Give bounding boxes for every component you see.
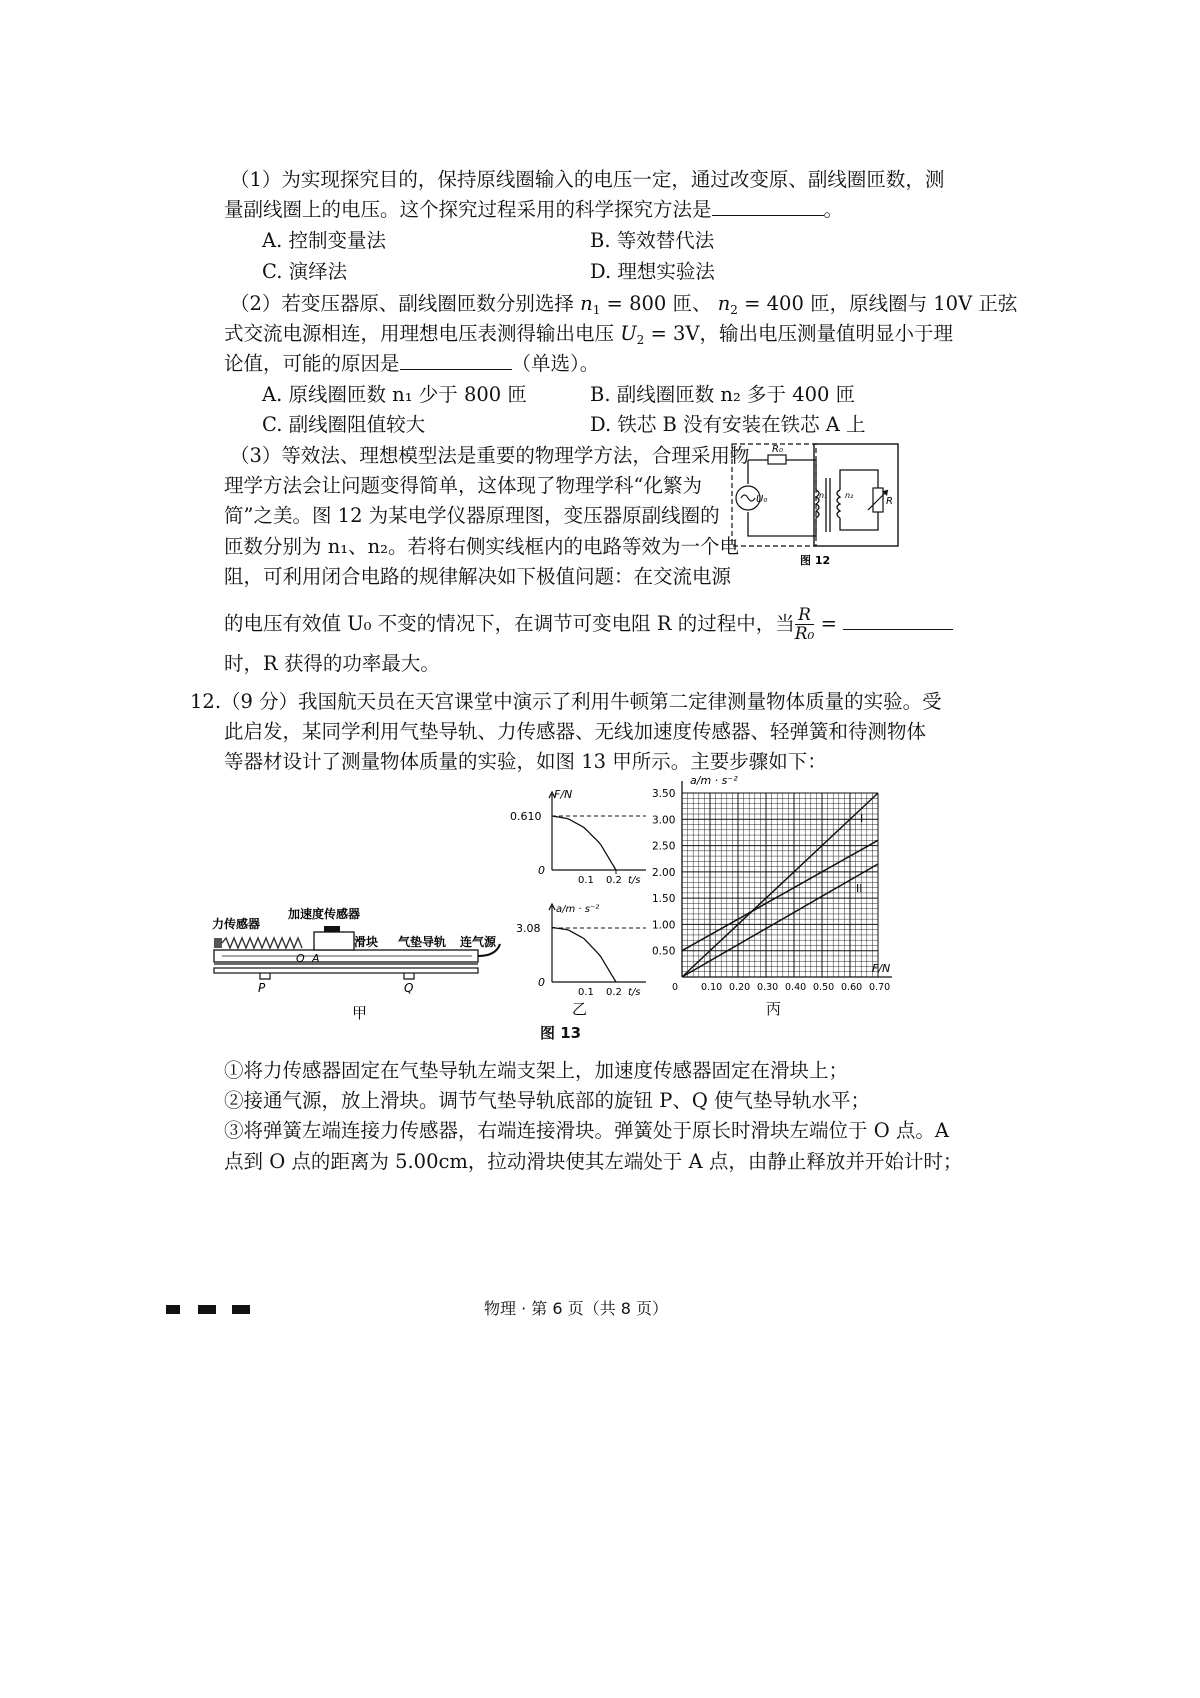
footer-mark bbox=[198, 1305, 216, 1314]
q12-step3a: ③将弹簧左端连接力传感器，右端连接滑块。弹簧处于原长时滑块左端位于 O 点。A bbox=[224, 1119, 949, 1142]
q11-p3-line4: 匝数分别为 n₁、n₂。若将右侧实线框内的电路等效为一个电 bbox=[224, 535, 739, 558]
x-tick-label: 0.40 bbox=[785, 982, 807, 993]
option-b: B. 等效替代法 bbox=[590, 229, 715, 252]
bing-series-1 bbox=[682, 793, 878, 977]
figure-12-caption: 图 12 bbox=[800, 554, 831, 567]
yi-bottom-ylabel: a/m · s⁻² bbox=[556, 904, 600, 915]
label-jia: 甲 bbox=[352, 1004, 368, 1022]
label-bing: 丙 bbox=[766, 1000, 782, 1018]
q11-p3-line5: 阻，可利用闭合电路的规律解决如下极值问题：在交流电源 bbox=[224, 565, 732, 588]
option-c: C. 演绎法 bbox=[262, 260, 348, 283]
option-a: A. 原线圈匝数 n₁ 少于 800 匝 bbox=[262, 383, 527, 406]
yi-top-origin: 0 bbox=[538, 864, 545, 877]
footer-mark bbox=[232, 1305, 250, 1314]
yi-bottom-tunit: t/s bbox=[628, 987, 641, 998]
label-yi: 乙 bbox=[572, 1000, 588, 1018]
answer-blank bbox=[712, 197, 824, 216]
option-a: A. 控制变量法 bbox=[262, 229, 386, 252]
option-b: B. 副线圈匝数 n₂ 多于 400 匝 bbox=[590, 383, 856, 406]
figure-13-jia bbox=[212, 906, 512, 1026]
option-c: C. 副线圈阻值较大 bbox=[262, 413, 426, 436]
q11-p3-line2: 理学方法会让问题变得简单，这体现了物理学科“化繁为 bbox=[224, 474, 702, 497]
yi-bottom-peak: 3.08 bbox=[516, 922, 541, 935]
yi-top-ylabel: F/N bbox=[554, 788, 573, 801]
x-tick-label: 0.30 bbox=[757, 982, 779, 993]
q11-p3-line3: 简”之美。图 12 为某电学仪器原理图，变压器原副线圈的 bbox=[224, 504, 720, 527]
label-r0: R₀ bbox=[772, 444, 783, 455]
option-d: D. 铁芯 B 没有安装在铁芯 A 上 bbox=[590, 413, 866, 436]
yi-bottom-curve bbox=[552, 927, 616, 982]
q11-p2-line2: 式交流电源相连，用理想电压表测得输出电压 $U_2 = 3V$，输出电压测量值明显小于理 bbox=[224, 322, 954, 347]
figure-13-bing bbox=[640, 774, 910, 1022]
q11-p3-line1: （3）等效法、理想模型法是重要的物理学方法，合理采用物 bbox=[230, 444, 750, 467]
x-tick-label: 0.60 bbox=[841, 982, 863, 993]
x-tick-label: 0 bbox=[672, 982, 679, 993]
option-d: D. 理想实验法 bbox=[590, 260, 715, 283]
y-tick-label: 0.50 bbox=[652, 945, 676, 958]
answer-blank bbox=[843, 611, 953, 630]
yi-top-tunit: t/s bbox=[628, 875, 641, 886]
q11-p3-line7: 时，R 获得的功率最大。 bbox=[224, 652, 440, 675]
label-n1: n₁ bbox=[819, 491, 828, 500]
x-tick-label: 0.10 bbox=[701, 982, 723, 993]
yi-top-t2: 0.2 bbox=[606, 875, 622, 886]
label-n2: n₂ bbox=[845, 491, 854, 500]
yi-top-peak: 0.610 bbox=[510, 810, 542, 823]
page-footer: 物理 · 第 6 页（共 8 页） bbox=[484, 1299, 668, 1318]
y-tick-label: 3.50 bbox=[652, 788, 676, 800]
footer-mark bbox=[166, 1305, 180, 1314]
yi-bottom-t2: 0.2 bbox=[606, 987, 622, 998]
y-tick-label: 2.00 bbox=[652, 866, 676, 879]
q12-step1: ①将力传感器固定在气垫导轨左端支架上，加速度传感器固定在滑块上； bbox=[224, 1059, 849, 1082]
bing-xlabel: F/N bbox=[872, 962, 891, 975]
q12-step3b: 点到 O 点的距离为 5.00cm，拉动滑块使其左端处于 A 点，由静止释放并开始计时； bbox=[224, 1150, 963, 1173]
fraction-r-over-r0: $\frac{R}{\text{R₀}}$ bbox=[794, 605, 815, 644]
x-tick-label: 0.20 bbox=[729, 982, 751, 993]
bing-series-2 bbox=[682, 840, 878, 950]
yi-bottom-t1: 0.1 bbox=[578, 987, 594, 998]
q12-line3: 等器材设计了测量物体质量的实验，如图 13 甲所示。主要步骤如下： bbox=[224, 750, 827, 773]
yi-top-t1: 0.1 bbox=[578, 875, 594, 886]
label-a: A bbox=[312, 952, 320, 965]
bing-line3-label: II bbox=[856, 882, 863, 895]
figure-13-yi bbox=[506, 786, 656, 1018]
q12-line1: 12.（9 分）我国航天员在天宫课堂中演示了利用牛顿第二定律测量物体质量的实验。受 bbox=[190, 690, 942, 713]
figure-12-circuit bbox=[728, 440, 904, 570]
label-q: Q bbox=[404, 981, 414, 995]
yi-top-curve bbox=[552, 816, 616, 870]
label-force-sensor: 力传感器 bbox=[212, 917, 261, 931]
label-u0: U₀ bbox=[756, 494, 768, 505]
bing-lines bbox=[682, 793, 878, 977]
x-tick-label: 0.70 bbox=[869, 982, 891, 993]
q11-p1-line2: 量副线圈上的电压。这个探究过程采用的科学探究方法是 。 bbox=[224, 198, 844, 221]
label-slider: 滑块 bbox=[354, 935, 379, 949]
q12-line2: 此启发，某同学利用气垫导轨、力传感器、无线加速度传感器、轻弹簧和待测物体 bbox=[224, 720, 927, 743]
label-o: O bbox=[296, 952, 305, 965]
x-tick-label: 0.50 bbox=[813, 982, 835, 993]
y-tick-label: 2.50 bbox=[652, 840, 676, 853]
yi-bottom-origin: 0 bbox=[538, 976, 545, 989]
q11-p1-line1: （1）为实现探究目的，保持原线圈输入的电压一定，通过改变原、副线圈匝数，测 bbox=[230, 168, 945, 191]
bing-line1-label: I bbox=[860, 812, 864, 825]
y-tick-label: 1.00 bbox=[652, 919, 676, 932]
y-tick-label: 3.00 bbox=[652, 814, 676, 827]
q11-p2-line1: （2）若变压器原、副线圈匝数分别选择 $n_1 = 800$ 匝、 $n_2 = 400$ 匝，原线圈与 10V 正弦 bbox=[230, 292, 1018, 317]
bing-series-3 bbox=[682, 864, 878, 977]
q11-p3-line6: 的电压有效值 U₀ 不变的情况下，在调节可变电阻 R 的过程中，当 $\frac{R}{\text{R₀}}$ = bbox=[224, 604, 953, 644]
label-track: 气垫导轨 bbox=[398, 935, 447, 949]
figure-13-caption: 图 13 bbox=[540, 1024, 582, 1042]
label-p: P bbox=[258, 981, 266, 995]
y-tick-label: 1.50 bbox=[652, 893, 676, 906]
label-air: 连气源 bbox=[460, 935, 497, 949]
label-r: R bbox=[886, 496, 893, 507]
answer-blank bbox=[400, 351, 512, 370]
q12-step2: ②接通气源，放上滑块。调节气垫导轨底部的旋钮 P、Q 使气垫导轨水平； bbox=[224, 1089, 871, 1112]
q11-p2-line3: 论值，可能的原因是 （单选）。 bbox=[224, 352, 600, 375]
label-accel-sensor: 加速度传感器 bbox=[288, 907, 361, 921]
bing-ylabel: a/m · s⁻² bbox=[690, 774, 738, 787]
